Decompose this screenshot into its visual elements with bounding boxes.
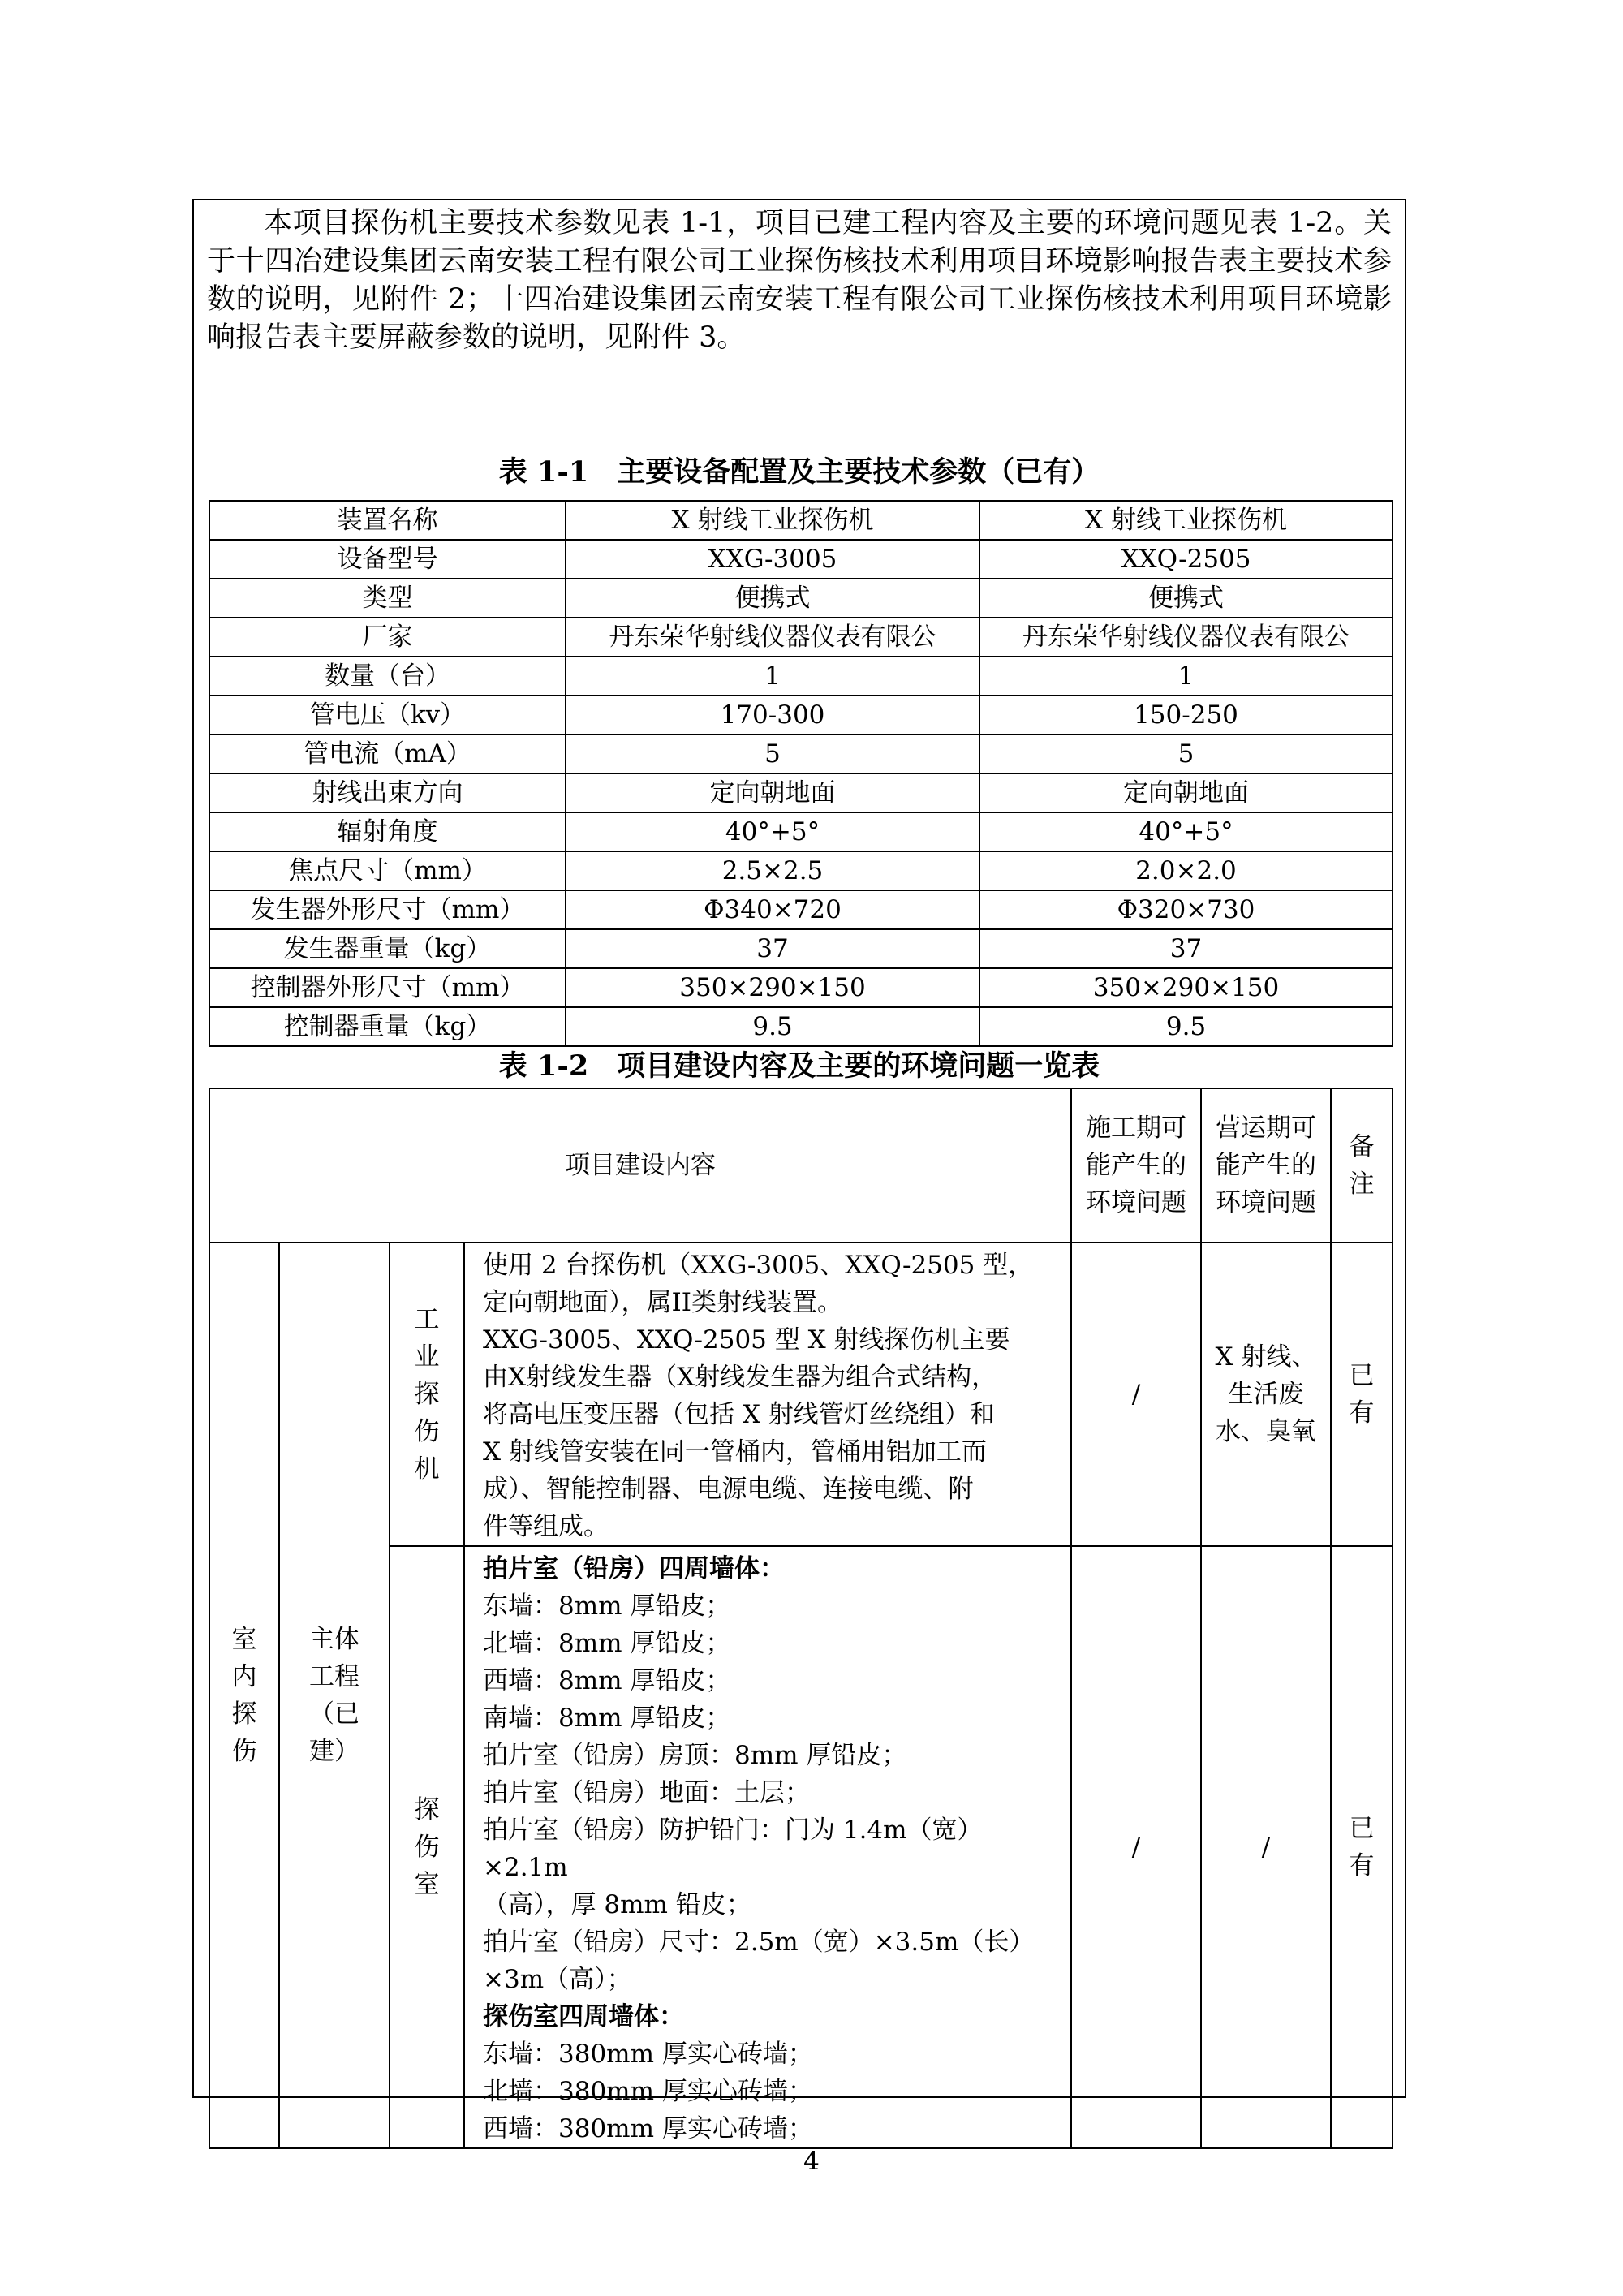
intro-text: 本项目探伤机主要技术参数见表 1-1，项目已建工程内容及主要的环境问题见表 1-2。关于十四冶建设集团云南安装工程有限公司工业探伤核技术利用项目环境影响报告表主要技术参数的说明，见附件 2；十四冶建设集团云南安装工程有限公司工业探伤核技术利用项目环境影响报告表主要屏蔽参数的说明，见附件 3。 bbox=[207, 207, 1392, 354]
remark: 已有 bbox=[1331, 1243, 1393, 1546]
content-line: 西墙：380mm 厚实心砖墙； bbox=[483, 2114, 813, 2143]
value-xxg3005: 丹东荣华射线仪器仪表有限公 bbox=[566, 618, 979, 657]
content-line: 定向朝地面），属II类射线装置。 bbox=[483, 1288, 842, 1317]
param-label: 焦点尺寸（mm） bbox=[209, 851, 566, 890]
operation-issue: X 射线、生活废水、臭氧 bbox=[1201, 1243, 1331, 1546]
content-line: 东墙：8mm 厚铅皮； bbox=[483, 1592, 731, 1621]
header-operation: 营运期可能产生的环境问题 bbox=[1201, 1088, 1331, 1243]
value-xxg3005: 350×290×150 bbox=[566, 968, 979, 1007]
value-xxg3005: 5 bbox=[566, 734, 979, 773]
header-construction: 施工期可能产生的环境问题 bbox=[1071, 1088, 1201, 1243]
table-row bbox=[209, 1007, 1393, 1046]
param-label: 发生器外形尺寸（mm） bbox=[209, 890, 566, 929]
param-label: 厂家 bbox=[209, 618, 566, 657]
value-xxg3005: 37 bbox=[566, 929, 979, 968]
value-xxq2505: 1 bbox=[979, 657, 1393, 696]
table-row bbox=[209, 540, 1393, 579]
table-row bbox=[209, 773, 1393, 812]
value-xxq2505: 2.0×2.0 bbox=[979, 851, 1393, 890]
table-row bbox=[209, 618, 1393, 657]
table1-equipment-params bbox=[209, 500, 1393, 1047]
content-line: 拍片室（铅房）尺寸：2.5m（宽）×3.5m（长） bbox=[483, 1928, 1035, 1957]
content-line: 南墙：8mm 厚铅皮； bbox=[483, 1704, 731, 1733]
table-row bbox=[209, 501, 1393, 540]
table2-caption: 表 1-2 项目建设内容及主要的环境问题一览表 bbox=[498, 1049, 1100, 1083]
value-xxq2505: 5 bbox=[979, 734, 1393, 773]
param-label: 射线出束方向 bbox=[209, 773, 566, 812]
content-xray-machine bbox=[464, 1243, 1071, 1546]
param-label: 辐射角度 bbox=[209, 812, 566, 851]
value-xxq2505: 定向朝地面 bbox=[979, 773, 1393, 812]
value-xxq2505: 350×290×150 bbox=[979, 968, 1393, 1007]
content-heading: 探伤室四周墙体： bbox=[483, 2002, 684, 2031]
operation-issue: / bbox=[1201, 1546, 1331, 2148]
item-xray-machine: 工业探伤机 bbox=[390, 1243, 464, 1546]
content-line: 拍片室（铅房）地面：土层； bbox=[483, 1778, 810, 1807]
param-label: 类型 bbox=[209, 579, 566, 618]
content-line: 由X射线发生器（X射线发生器为组合式结构， bbox=[483, 1363, 997, 1392]
table-row bbox=[209, 696, 1393, 734]
param-label: 管电压（kv） bbox=[209, 696, 566, 734]
category-main-project: 主体工程（已建） bbox=[279, 1243, 390, 2148]
value-xxg3005: 定向朝地面 bbox=[566, 773, 979, 812]
content-line: 东墙：380mm 厚实心砖墙； bbox=[483, 2040, 813, 2069]
table2-construction-content bbox=[209, 1088, 1393, 2149]
table2-header-row bbox=[209, 1088, 1393, 1243]
header-remark: 备注 bbox=[1331, 1088, 1393, 1243]
value-xxq2505: 40°+5° bbox=[979, 812, 1393, 851]
table-row bbox=[209, 1243, 1393, 1546]
intro-paragraph bbox=[207, 199, 1392, 357]
table1-caption: 表 1-1 主要设备配置及主要技术参数（已有） bbox=[498, 455, 1100, 489]
value-xxg3005: 40°+5° bbox=[566, 812, 979, 851]
param-label: 数量（台） bbox=[209, 657, 566, 696]
construction-issue: / bbox=[1071, 1546, 1201, 2148]
content-line: 件等组成。 bbox=[483, 1512, 609, 1541]
value-xxq2505: 9.5 bbox=[979, 1007, 1393, 1046]
content-heading: 拍片室（铅房）四周墙体： bbox=[483, 1554, 785, 1583]
value-xxq2505: 37 bbox=[979, 929, 1393, 968]
content-line: （高），厚 8mm 铅皮； bbox=[483, 1890, 751, 1919]
table-row bbox=[209, 579, 1393, 618]
value-xxg3005: Φ340×720 bbox=[566, 890, 979, 929]
table-row bbox=[209, 812, 1393, 851]
content-line: XXG-3005、XXQ-2505 型 X 射线探伤机主要 bbox=[483, 1325, 1010, 1355]
construction-issue: / bbox=[1071, 1243, 1201, 1546]
value-xxg3005: XXG-3005 bbox=[566, 540, 979, 579]
param-label: 发生器重量（kg） bbox=[209, 929, 566, 968]
remark: 已有 bbox=[1331, 1546, 1393, 2148]
content-line: 成）、智能控制器、电源电缆、连接电缆、附 bbox=[483, 1475, 974, 1504]
value-xxq2505: 丹东荣华射线仪器仪表有限公 bbox=[979, 618, 1393, 657]
content-line: 拍片室（铅房）房顶：8mm 厚铅皮； bbox=[483, 1741, 907, 1770]
param-label: 设备型号 bbox=[209, 540, 566, 579]
header-content: 项目建设内容 bbox=[209, 1088, 1071, 1243]
content-line: 使用 2 台探伤机（XXG-3005、XXQ-2505 型， bbox=[483, 1251, 1034, 1280]
value-xxq2505: XXQ-2505 bbox=[979, 540, 1393, 579]
content-inspection-room bbox=[464, 1546, 1071, 2148]
content-line: 将高电压变压器（包括 X 射线管灯丝绕组）和 bbox=[483, 1400, 995, 1429]
value-xxg3005: X 射线工业探伤机 bbox=[566, 501, 979, 540]
value-xxg3005: 9.5 bbox=[566, 1007, 979, 1046]
value-xxq2505: X 射线工业探伤机 bbox=[979, 501, 1393, 540]
value-xxg3005: 便携式 bbox=[566, 579, 979, 618]
value-xxg3005: 170-300 bbox=[566, 696, 979, 734]
item-inspection-room: 探伤室 bbox=[390, 1546, 464, 2148]
value-xxq2505: 便携式 bbox=[979, 579, 1393, 618]
table-row bbox=[209, 851, 1393, 890]
table-row bbox=[209, 929, 1393, 968]
content-line: 北墙：380mm 厚实心砖墙； bbox=[483, 2077, 813, 2106]
param-label: 控制器外形尺寸（mm） bbox=[209, 968, 566, 1007]
param-label: 控制器重量（kg） bbox=[209, 1007, 566, 1046]
table-row bbox=[209, 968, 1393, 1007]
value-xxg3005: 1 bbox=[566, 657, 979, 696]
table-row bbox=[209, 890, 1393, 929]
content-line: 西墙：8mm 厚铅皮； bbox=[483, 1666, 731, 1695]
param-label: 管电流（mA） bbox=[209, 734, 566, 773]
content-line: ×3m（高）； bbox=[483, 1965, 632, 1994]
value-xxg3005: 2.5×2.5 bbox=[566, 851, 979, 890]
page-number: 4 bbox=[803, 2147, 820, 2176]
content-line: X 射线管安装在同一管桶内，管桶用铝加工而 bbox=[483, 1437, 987, 1467]
value-xxq2505: Φ320×730 bbox=[979, 890, 1393, 929]
table-row bbox=[209, 657, 1393, 696]
table-row bbox=[209, 734, 1393, 773]
param-label: 装置名称 bbox=[209, 501, 566, 540]
content-line: 北墙：8mm 厚铅皮； bbox=[483, 1629, 731, 1658]
category-indoor: 室内探伤 bbox=[209, 1243, 279, 2148]
value-xxq2505: 150-250 bbox=[979, 696, 1393, 734]
content-line: 拍片室（铅房）防护铅门：门为 1.4m（宽）×2.1m bbox=[483, 1816, 983, 1882]
